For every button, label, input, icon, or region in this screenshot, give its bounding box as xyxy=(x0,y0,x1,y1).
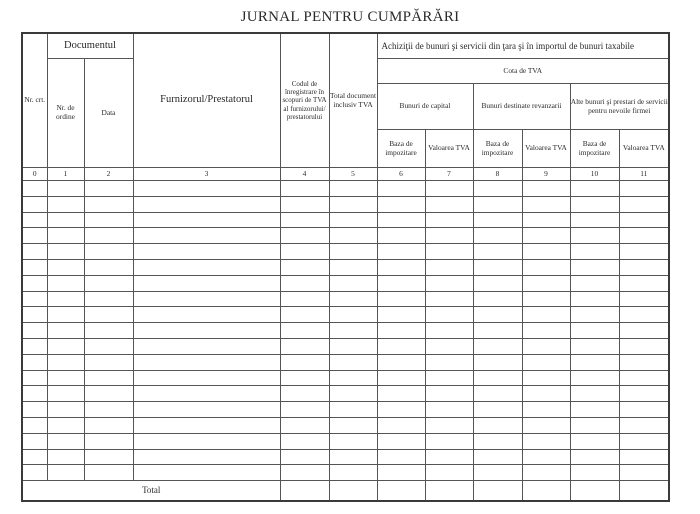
entry-cell[interactable] xyxy=(377,323,425,339)
entry-cell[interactable] xyxy=(570,244,619,260)
entry-cell[interactable] xyxy=(570,307,619,323)
entry-cell[interactable] xyxy=(22,449,47,465)
entry-cell[interactable] xyxy=(133,307,280,323)
entry-cell[interactable] xyxy=(133,212,280,228)
table-row xyxy=(22,386,669,402)
entry-cell[interactable] xyxy=(329,370,377,386)
entry-cell[interactable] xyxy=(22,212,47,228)
entry-cell[interactable] xyxy=(522,275,570,291)
entry-cell[interactable] xyxy=(619,465,669,481)
entry-cell[interactable] xyxy=(522,196,570,212)
entry-cell[interactable] xyxy=(280,259,329,275)
total-cell[interactable] xyxy=(522,481,570,502)
entry-cell[interactable] xyxy=(619,196,669,212)
entry-cell[interactable] xyxy=(329,212,377,228)
column-number: 7 xyxy=(425,168,473,181)
entry-cell[interactable] xyxy=(425,354,473,370)
entry-cell[interactable] xyxy=(377,259,425,275)
total-cell[interactable] xyxy=(329,481,377,502)
entry-cell[interactable] xyxy=(473,354,522,370)
entry-cell[interactable] xyxy=(425,275,473,291)
entry-cell[interactable] xyxy=(22,386,47,402)
entry-cell[interactable] xyxy=(133,228,280,244)
entry-cell[interactable] xyxy=(329,354,377,370)
entry-cell[interactable] xyxy=(522,417,570,433)
column-number: 3 xyxy=(133,168,280,181)
entry-cell[interactable] xyxy=(22,323,47,339)
entry-cell[interactable] xyxy=(47,323,84,339)
entry-cell[interactable] xyxy=(473,291,522,307)
entry-cell[interactable] xyxy=(280,323,329,339)
entry-cell[interactable] xyxy=(329,275,377,291)
entry-cell[interactable] xyxy=(377,354,425,370)
total-cell[interactable] xyxy=(473,481,522,502)
entry-cell[interactable] xyxy=(377,196,425,212)
entry-cell[interactable] xyxy=(570,212,619,228)
entry-cell[interactable] xyxy=(522,228,570,244)
table-row xyxy=(22,228,669,244)
entry-cell[interactable] xyxy=(84,307,133,323)
entry-cell[interactable] xyxy=(84,402,133,418)
entry-cell[interactable] xyxy=(280,354,329,370)
entry-cell[interactable] xyxy=(133,449,280,465)
entry-cell[interactable] xyxy=(619,354,669,370)
entry-cell[interactable] xyxy=(522,402,570,418)
entry-cell[interactable] xyxy=(329,181,377,197)
header-baza-alte: Baza de impozitare xyxy=(570,130,619,168)
entry-cell[interactable] xyxy=(329,465,377,481)
table-row xyxy=(22,259,669,275)
entry-cell[interactable] xyxy=(329,259,377,275)
table-row xyxy=(22,465,669,481)
column-number: 6 xyxy=(377,168,425,181)
table-row xyxy=(22,307,669,323)
entry-cell[interactable] xyxy=(22,291,47,307)
table-row xyxy=(22,212,669,228)
entry-cell[interactable] xyxy=(84,433,133,449)
entry-cell[interactable] xyxy=(570,291,619,307)
entry-cell[interactable] xyxy=(133,323,280,339)
table-row xyxy=(22,275,669,291)
entry-cell[interactable] xyxy=(570,275,619,291)
column-number: 1 xyxy=(47,168,84,181)
entry-cell[interactable] xyxy=(133,244,280,260)
entry-cell[interactable] xyxy=(47,449,84,465)
entry-cell[interactable] xyxy=(522,354,570,370)
entry-cell[interactable] xyxy=(425,370,473,386)
entry-cell[interactable] xyxy=(84,196,133,212)
entry-cell[interactable] xyxy=(619,275,669,291)
entry-cell[interactable] xyxy=(570,402,619,418)
entry-cell[interactable] xyxy=(133,402,280,418)
entry-cell[interactable] xyxy=(133,465,280,481)
entry-cell[interactable] xyxy=(473,212,522,228)
entry-cell[interactable] xyxy=(425,386,473,402)
entry-cell[interactable] xyxy=(84,275,133,291)
entry-cell[interactable] xyxy=(619,307,669,323)
entry-cell[interactable] xyxy=(377,402,425,418)
entry-cell[interactable] xyxy=(280,228,329,244)
entry-cell[interactable] xyxy=(425,212,473,228)
entry-cell[interactable] xyxy=(377,212,425,228)
entry-cell[interactable] xyxy=(619,386,669,402)
entry-cell[interactable] xyxy=(425,465,473,481)
entry-cell[interactable] xyxy=(425,338,473,354)
entry-cell[interactable] xyxy=(473,433,522,449)
entry-cell[interactable] xyxy=(84,212,133,228)
entry-cell[interactable] xyxy=(47,386,84,402)
entry-cell[interactable] xyxy=(133,275,280,291)
entry-cell[interactable] xyxy=(425,181,473,197)
entry-cell[interactable] xyxy=(619,291,669,307)
total-cell[interactable] xyxy=(280,481,329,502)
entry-cell[interactable] xyxy=(47,228,84,244)
entry-cell[interactable] xyxy=(473,465,522,481)
entry-cell[interactable] xyxy=(570,196,619,212)
entry-cell[interactable] xyxy=(47,354,84,370)
entry-cell[interactable] xyxy=(377,181,425,197)
column-number: 9 xyxy=(522,168,570,181)
entry-cell[interactable] xyxy=(619,323,669,339)
total-cell[interactable] xyxy=(377,481,425,502)
entry-cell[interactable] xyxy=(280,449,329,465)
purchase-journal-table xyxy=(21,32,670,502)
entry-cell[interactable] xyxy=(22,370,47,386)
entry-cell[interactable] xyxy=(329,323,377,339)
entry-cell[interactable] xyxy=(619,338,669,354)
entry-cell[interactable] xyxy=(280,244,329,260)
table-row xyxy=(22,323,669,339)
entry-cell[interactable] xyxy=(22,354,47,370)
entry-cell[interactable] xyxy=(619,433,669,449)
column-number: 8 xyxy=(473,168,522,181)
entry-cell[interactable] xyxy=(280,307,329,323)
entry-cell[interactable] xyxy=(329,307,377,323)
entry-cell[interactable] xyxy=(84,181,133,197)
entry-cell[interactable] xyxy=(47,291,84,307)
entry-cell[interactable] xyxy=(425,433,473,449)
entry-cell[interactable] xyxy=(329,433,377,449)
entry-cell[interactable] xyxy=(570,465,619,481)
entry-cell[interactable] xyxy=(280,402,329,418)
entry-cell[interactable] xyxy=(84,465,133,481)
entry-cell[interactable] xyxy=(329,449,377,465)
entry-cell[interactable] xyxy=(377,291,425,307)
table-row xyxy=(22,370,669,386)
header-total-document: Total document inclusiv TVA xyxy=(329,33,377,168)
entry-cell[interactable] xyxy=(47,244,84,260)
header-bunuri-revanzare: Bunuri destinate revanzarii xyxy=(473,84,570,130)
entry-cell[interactable] xyxy=(377,307,425,323)
entry-cell[interactable] xyxy=(522,449,570,465)
entry-cell[interactable] xyxy=(22,181,47,197)
entry-cell[interactable] xyxy=(84,338,133,354)
entry-cell[interactable] xyxy=(84,291,133,307)
entry-cell[interactable] xyxy=(522,291,570,307)
entry-cell[interactable] xyxy=(133,386,280,402)
entry-cell[interactable] xyxy=(280,291,329,307)
entry-cell[interactable] xyxy=(570,228,619,244)
table-row xyxy=(22,244,669,260)
entry-cell[interactable] xyxy=(570,338,619,354)
column-number: 0 xyxy=(22,168,47,181)
entry-cell[interactable] xyxy=(47,275,84,291)
table-row xyxy=(22,291,669,307)
entry-cell[interactable] xyxy=(377,465,425,481)
entry-cell[interactable] xyxy=(570,259,619,275)
column-number: 5 xyxy=(329,168,377,181)
column-number: 10 xyxy=(570,168,619,181)
entry-cell[interactable] xyxy=(329,196,377,212)
entry-cell[interactable] xyxy=(619,370,669,386)
header-cota-tva: Cota de TVA xyxy=(377,59,669,84)
table-row xyxy=(22,417,669,433)
total-label: Total xyxy=(22,481,280,502)
table-row xyxy=(22,196,669,212)
entry-cell[interactable] xyxy=(84,449,133,465)
header-nr-ordine: Nr. de ordine xyxy=(47,59,84,168)
entry-cell[interactable] xyxy=(329,402,377,418)
entry-cell[interactable] xyxy=(473,417,522,433)
entry-cell[interactable] xyxy=(133,338,280,354)
entry-cell[interactable] xyxy=(280,275,329,291)
entry-cell[interactable] xyxy=(133,370,280,386)
entry-cell[interactable] xyxy=(473,449,522,465)
column-number-row xyxy=(22,168,669,181)
entry-cell[interactable] xyxy=(619,212,669,228)
entry-cell[interactable] xyxy=(570,181,619,197)
entry-cell[interactable] xyxy=(473,370,522,386)
entry-cell[interactable] xyxy=(522,338,570,354)
header-bunuri-capital: Bunuri de capital xyxy=(377,84,473,130)
entry-cell[interactable] xyxy=(133,259,280,275)
entry-cell[interactable] xyxy=(522,433,570,449)
entry-cell[interactable] xyxy=(377,370,425,386)
entry-cell[interactable] xyxy=(84,244,133,260)
entry-cell[interactable] xyxy=(570,354,619,370)
entry-cell[interactable] xyxy=(84,323,133,339)
entry-cell[interactable] xyxy=(473,307,522,323)
entry-cell[interactable] xyxy=(133,181,280,197)
header-achizitii: Achiziţii de bunuri şi servicii din ţara şi în importul de bunuri taxabile xyxy=(377,33,669,59)
entry-cell[interactable] xyxy=(473,275,522,291)
entry-cell[interactable] xyxy=(47,417,84,433)
entry-cell[interactable] xyxy=(22,307,47,323)
entry-cell[interactable] xyxy=(47,181,84,197)
entry-cell[interactable] xyxy=(47,307,84,323)
entry-cell[interactable] xyxy=(84,354,133,370)
table-row xyxy=(22,338,669,354)
header-baza-revanzare: Baza de impozitare xyxy=(473,130,522,168)
entry-cell[interactable] xyxy=(47,196,84,212)
entry-cell[interactable] xyxy=(377,244,425,260)
entry-cell[interactable] xyxy=(133,417,280,433)
entry-cell[interactable] xyxy=(329,244,377,260)
total-row xyxy=(22,481,669,502)
entry-cell[interactable] xyxy=(425,291,473,307)
entry-cell[interactable] xyxy=(425,196,473,212)
entry-cell[interactable] xyxy=(377,449,425,465)
table-row xyxy=(22,433,669,449)
entry-cell[interactable] xyxy=(473,338,522,354)
entry-cell[interactable] xyxy=(22,228,47,244)
entry-cell[interactable] xyxy=(377,417,425,433)
entry-cell[interactable] xyxy=(22,465,47,481)
entry-cell[interactable] xyxy=(619,228,669,244)
entry-cell[interactable] xyxy=(329,338,377,354)
entry-cell[interactable] xyxy=(473,181,522,197)
entry-cell[interactable] xyxy=(22,338,47,354)
column-number: 11 xyxy=(619,168,669,181)
entry-cell[interactable] xyxy=(522,212,570,228)
entry-cell[interactable] xyxy=(22,402,47,418)
entry-cell[interactable] xyxy=(133,354,280,370)
entry-cell[interactable] xyxy=(473,228,522,244)
entry-cell[interactable] xyxy=(84,259,133,275)
entry-cell[interactable] xyxy=(619,417,669,433)
entry-cell[interactable] xyxy=(47,433,84,449)
entry-cell[interactable] xyxy=(570,449,619,465)
entry-cell[interactable] xyxy=(522,465,570,481)
total-cell[interactable] xyxy=(425,481,473,502)
entry-cell[interactable] xyxy=(280,212,329,228)
entry-cell[interactable] xyxy=(570,433,619,449)
entry-cell[interactable] xyxy=(473,402,522,418)
entry-cell[interactable] xyxy=(473,259,522,275)
total-cell[interactable] xyxy=(619,481,669,502)
table-row xyxy=(22,402,669,418)
entry-cell[interactable] xyxy=(329,417,377,433)
entry-cell[interactable] xyxy=(22,417,47,433)
entry-cell[interactable] xyxy=(280,465,329,481)
entry-cell[interactable] xyxy=(522,370,570,386)
header-valoarea-alte: Valoarea TVA xyxy=(619,130,669,168)
entry-cell[interactable] xyxy=(619,181,669,197)
entry-cell[interactable] xyxy=(329,386,377,402)
entry-cell[interactable] xyxy=(280,417,329,433)
entry-cell[interactable] xyxy=(570,417,619,433)
entry-cell[interactable] xyxy=(84,417,133,433)
entry-cell[interactable] xyxy=(84,370,133,386)
entry-cell[interactable] xyxy=(280,386,329,402)
entry-cell[interactable] xyxy=(522,307,570,323)
entry-cell[interactable] xyxy=(280,181,329,197)
entry-cell[interactable] xyxy=(522,323,570,339)
entry-cell[interactable] xyxy=(22,433,47,449)
entry-cell[interactable] xyxy=(522,259,570,275)
entry-cell[interactable] xyxy=(329,291,377,307)
entry-cell[interactable] xyxy=(473,244,522,260)
entry-cell[interactable] xyxy=(280,338,329,354)
entry-cell[interactable] xyxy=(522,386,570,402)
entry-cell[interactable] xyxy=(619,449,669,465)
entry-cell[interactable] xyxy=(377,275,425,291)
entry-cell[interactable] xyxy=(425,228,473,244)
entry-cell[interactable] xyxy=(22,196,47,212)
header-nr-crt: Nr. crt. xyxy=(22,33,47,168)
entry-cell[interactable] xyxy=(619,402,669,418)
header-alte-bunuri: Alte bunuri şi prestari de servicii pentru nevoile firmei xyxy=(570,84,669,130)
entry-cell[interactable] xyxy=(570,323,619,339)
entry-cell[interactable] xyxy=(473,386,522,402)
entry-cell[interactable] xyxy=(425,307,473,323)
entry-cell[interactable] xyxy=(473,196,522,212)
entry-cell[interactable] xyxy=(377,386,425,402)
entry-cell[interactable] xyxy=(84,228,133,244)
entry-cell[interactable] xyxy=(280,196,329,212)
header-valoarea-revanzare: Valoarea TVA xyxy=(522,130,570,168)
header-codul-tva: Codul de înregistrare în scopuri de TVA al furnizorului/ prestatorului xyxy=(280,33,329,168)
total-cell[interactable] xyxy=(570,481,619,502)
header-valoarea-capital: Valoarea TVA xyxy=(425,130,473,168)
page-title: JURNAL PENTRU CUMPĂRĂRI xyxy=(240,9,460,25)
header-documentul: Documentul xyxy=(47,33,133,59)
entry-cell[interactable] xyxy=(425,323,473,339)
entry-cell[interactable] xyxy=(522,181,570,197)
entry-cell[interactable] xyxy=(47,212,84,228)
entry-cell[interactable] xyxy=(570,386,619,402)
entry-cell[interactable] xyxy=(377,228,425,244)
table-row xyxy=(22,354,669,370)
entry-cell[interactable] xyxy=(22,259,47,275)
column-number: 4 xyxy=(280,168,329,181)
entry-cell[interactable] xyxy=(280,370,329,386)
entry-cell[interactable] xyxy=(425,259,473,275)
entry-cell[interactable] xyxy=(47,465,84,481)
entry-cell[interactable] xyxy=(280,433,329,449)
entry-cell[interactable] xyxy=(133,433,280,449)
entry-cell[interactable] xyxy=(570,370,619,386)
entry-cell[interactable] xyxy=(619,244,669,260)
entry-cell[interactable] xyxy=(84,386,133,402)
table-row xyxy=(22,181,669,197)
entry-cell[interactable] xyxy=(377,338,425,354)
table-row xyxy=(22,449,669,465)
entry-cell[interactable] xyxy=(22,244,47,260)
entry-cell[interactable] xyxy=(47,402,84,418)
header-baza-capital: Baza de impozitare xyxy=(377,130,425,168)
entry-cell[interactable] xyxy=(377,433,425,449)
entry-cell[interactable] xyxy=(133,291,280,307)
column-number: 2 xyxy=(84,168,133,181)
entry-cell[interactable] xyxy=(425,244,473,260)
entry-cell[interactable] xyxy=(425,449,473,465)
entry-cell[interactable] xyxy=(47,370,84,386)
entry-cell[interactable] xyxy=(425,417,473,433)
entry-cell[interactable] xyxy=(22,275,47,291)
entry-cell[interactable] xyxy=(133,196,280,212)
entry-cell[interactable] xyxy=(522,244,570,260)
entry-cell[interactable] xyxy=(329,228,377,244)
entry-cell[interactable] xyxy=(473,323,522,339)
header-data: Data xyxy=(84,59,133,168)
entry-cell[interactable] xyxy=(47,259,84,275)
entry-cell[interactable] xyxy=(425,402,473,418)
entry-cell[interactable] xyxy=(619,259,669,275)
header-furnizorul: Furnizorul/Prestatorul xyxy=(133,33,280,168)
entry-cell[interactable] xyxy=(47,338,84,354)
